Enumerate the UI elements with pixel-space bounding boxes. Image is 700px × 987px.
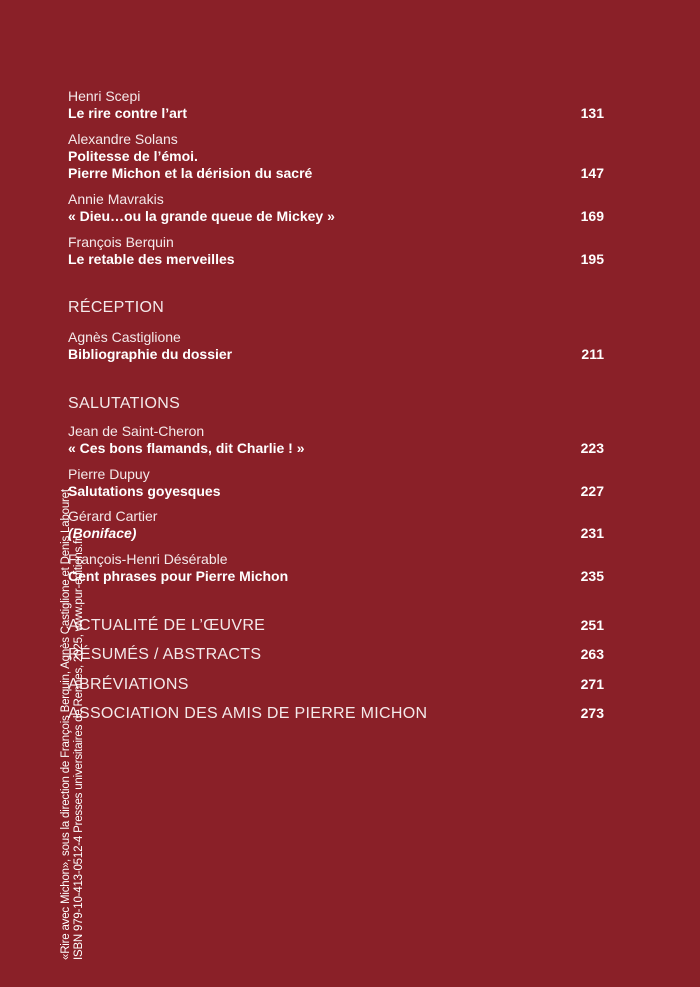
section-page-number: 273: [580, 705, 604, 721]
entry-page-number: 235: [580, 568, 604, 584]
entry-title: Cent phrases pour Pierre Michon: [68, 568, 289, 584]
section-label: ASSOCIATION DES AMIS DE PIERRE MICHON: [68, 705, 428, 722]
entry-author: Henri Scepi: [68, 88, 141, 104]
entry-page-number: 211: [581, 346, 604, 362]
toc-entry: [68, 329, 604, 363]
toc-entry: [68, 508, 604, 542]
section-page-number: 263: [580, 646, 604, 662]
entry-author: Pierre Dupuy: [68, 466, 150, 482]
copyright-side-note: [60, 489, 86, 960]
toc-entry: [68, 234, 604, 268]
entry-title: Salutations goyesques: [68, 483, 221, 499]
section-heading-salutations: SALUTATIONS: [68, 395, 181, 412]
entry-page-number: 195: [580, 251, 604, 267]
entry-title: (Boniface): [68, 525, 137, 541]
side-note-line-1: «Rire avec Michon», sous la direction de François Berquin, Agnès Castiglione et Denis Labouret: [60, 489, 72, 960]
entry-title: « Dieu…ou la grande queue de Mickey »: [68, 208, 335, 224]
entry-author: Gérard Cartier: [68, 508, 158, 524]
entry-title: Bibliographie du dossier: [68, 346, 233, 362]
entry-author: François Berquin: [68, 234, 174, 250]
entry-author: Annie Mavrakis: [68, 191, 164, 207]
toc-section-row: [68, 705, 604, 723]
toc-entry: [68, 423, 604, 457]
entry-page-number: 231: [580, 525, 604, 541]
toc-entry: [68, 191, 604, 225]
entry-title: Le rire contre l’art: [68, 105, 188, 121]
entry-page-number: 227: [580, 483, 604, 499]
entry-page-number: 223: [580, 440, 604, 456]
section-heading-reception: RÉCEPTION: [68, 299, 165, 316]
entry-page-number: 147: [580, 165, 604, 181]
toc-entry: [68, 131, 604, 182]
section-label: ACTUALITÉ DE L’ŒUVRE: [68, 617, 266, 634]
entry-title: Le retable des merveilles: [68, 251, 235, 267]
toc-section-row: [68, 646, 604, 664]
toc-entry: [68, 88, 604, 122]
entry-author: Alexandre Solans: [68, 131, 178, 147]
section-page-number: 251: [580, 617, 604, 633]
toc-entry: [68, 551, 604, 585]
section-label: RÉSUMÉS / ABSTRACTS: [68, 646, 262, 663]
entry-author: Jean de Saint-Cheron: [68, 423, 205, 439]
entry-title-line-2: Pierre Michon et la dérision du sacré: [68, 165, 313, 181]
section-page-number: 271: [580, 676, 604, 692]
entry-author: Agnès Castiglione: [68, 329, 181, 345]
side-note-line-2: ISBN 979-10-413-0512-4 Presses universitaires de Rennes, 2025, www.pur-editions.fr: [73, 537, 85, 960]
entry-author: François-Henri Désérable: [68, 551, 228, 567]
entry-page-number: 131: [580, 105, 604, 121]
entry-title-line-1: Politesse de l’émoi.: [68, 148, 198, 164]
toc-section-row: [68, 617, 604, 635]
section-label: ABRÉVIATIONS: [68, 676, 189, 693]
toc-section-row: [68, 676, 604, 694]
entry-title: « Ces bons flamands, dit Charlie ! »: [68, 440, 305, 456]
entry-page-number: 169: [580, 208, 604, 224]
toc-entry: [68, 466, 604, 500]
